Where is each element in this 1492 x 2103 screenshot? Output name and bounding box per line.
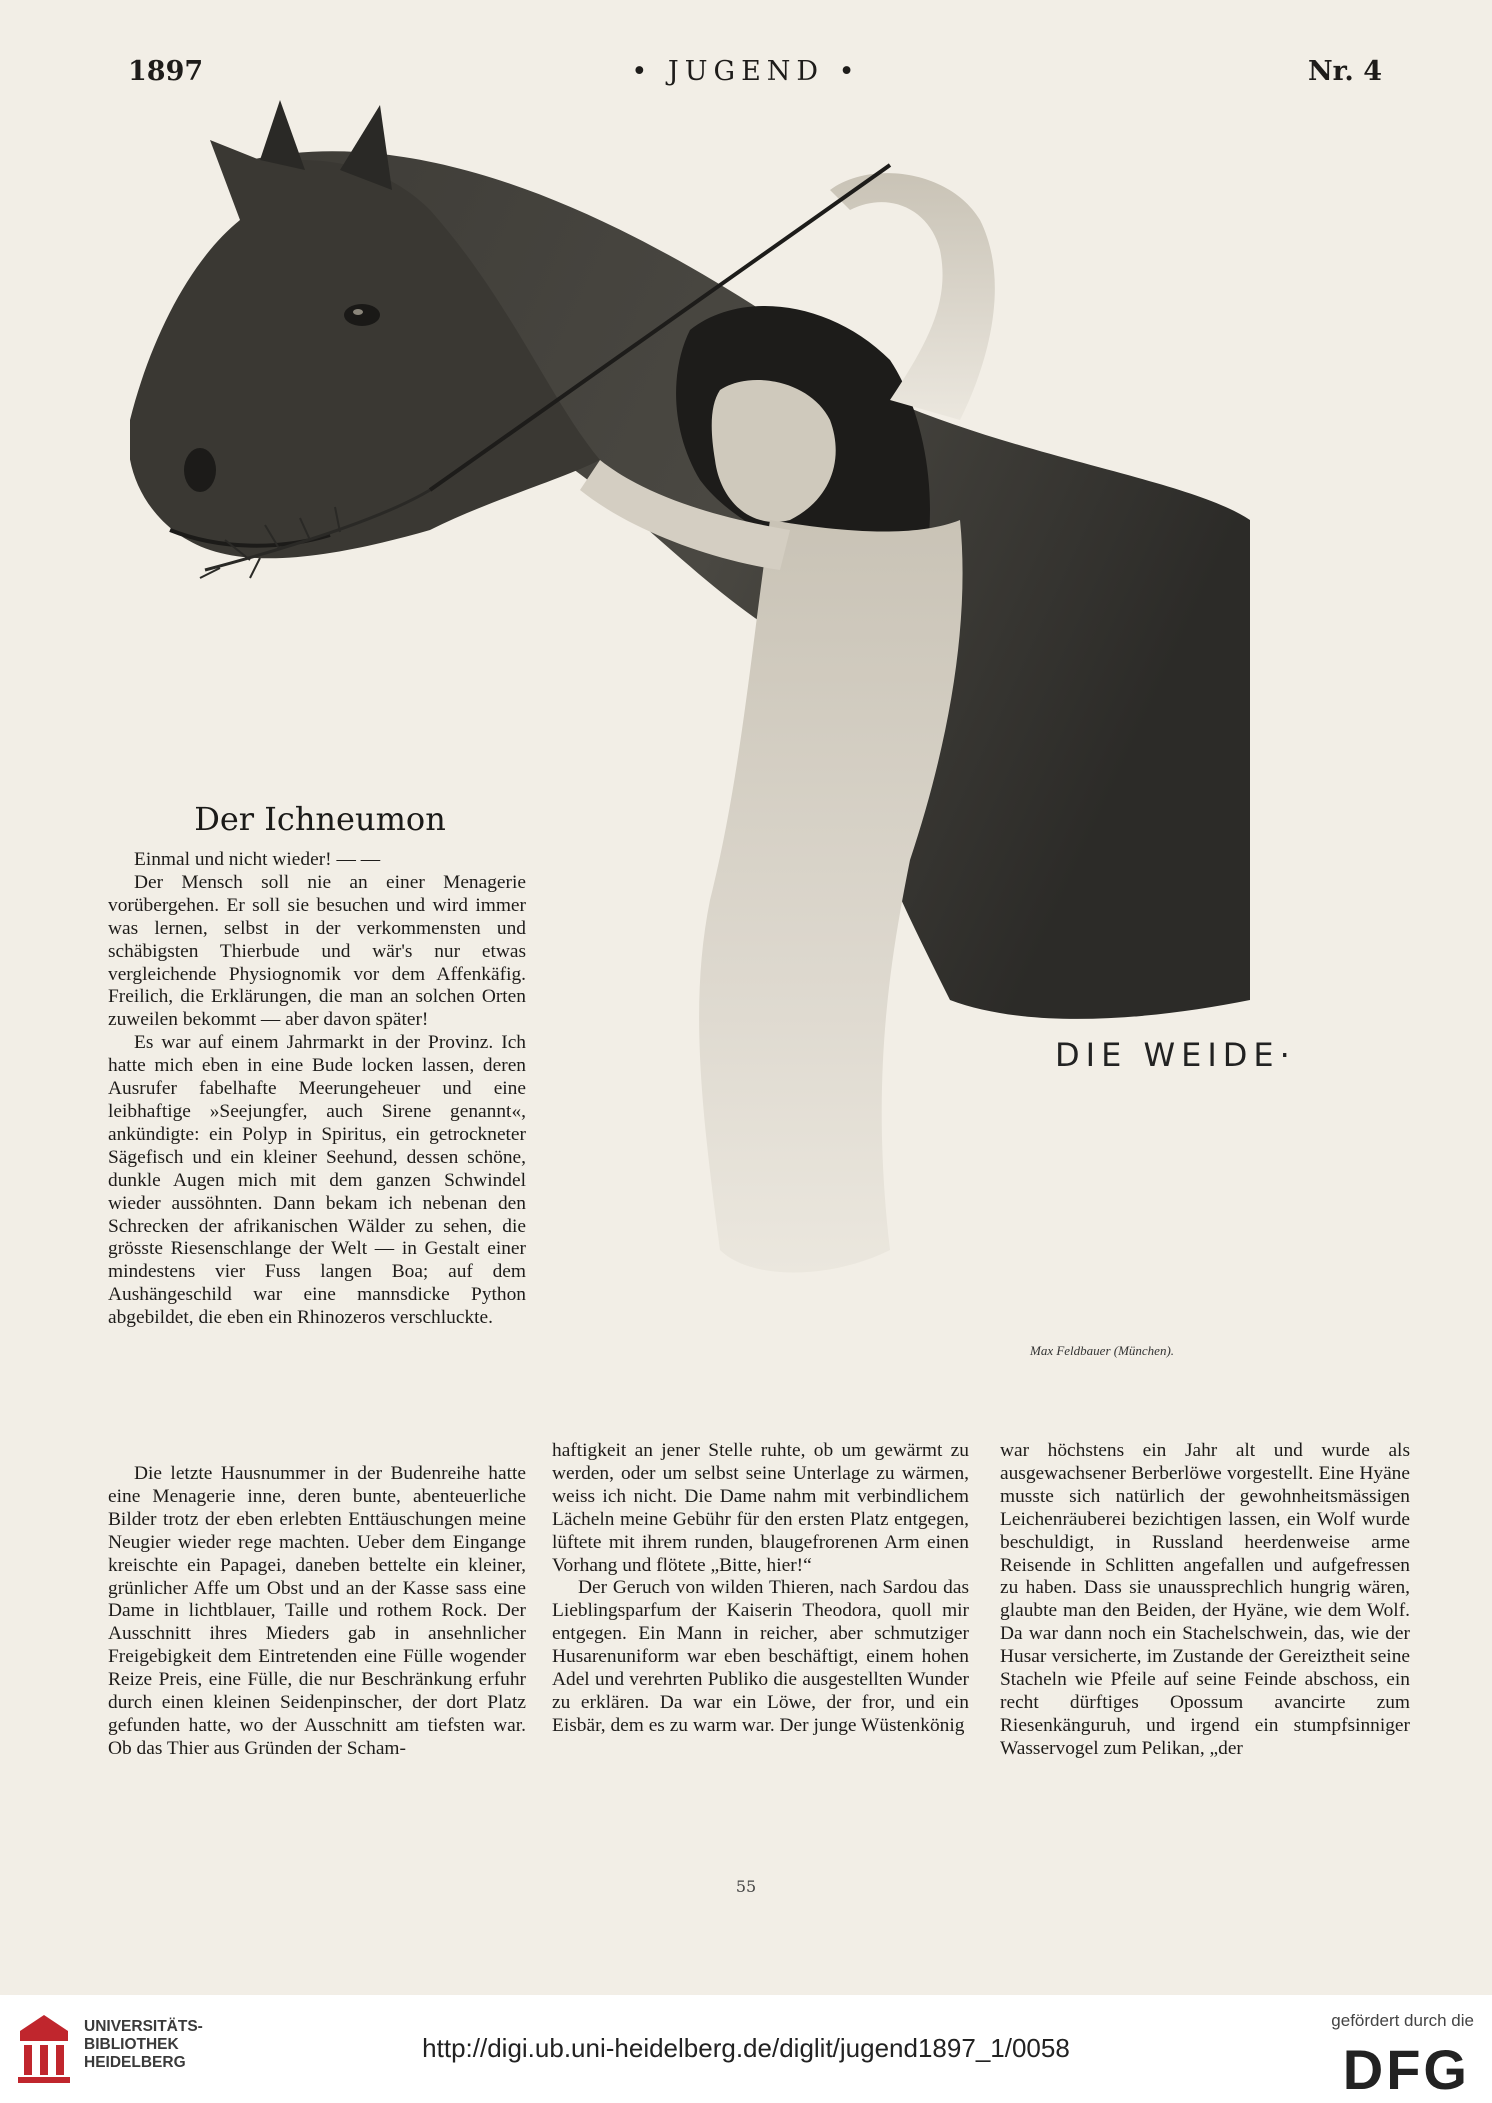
header-journal-title: • JUGEND • bbox=[631, 56, 861, 87]
article-column-1 bbox=[108, 849, 526, 1330]
header-year: 1897 bbox=[128, 56, 204, 87]
paragraph: haftigkeit an jener Stelle ruhte, ob um gewärmt zu werden, oder um selbst seine Unterlage zu wärmen, weiss ich nicht. Die Dame nahm mit verbindlichem Lächeln meine Gebühr für den ersten Platz entgegen, lüftete mit ihrem runden, blaugefrorenen Arm einen Vorhang und flötete „Bitte, hier!“ bbox=[552, 1440, 969, 1576]
library-name: UNIVERSITÄTS- BIBLIOTHEK HEIDELBERG bbox=[84, 2018, 203, 2071]
illustration-artist: Max Feldbauer (München). bbox=[1030, 1343, 1175, 1358]
article-column-1-continued bbox=[108, 1463, 526, 1761]
paragraph: Der Geruch von wilden Thieren, nach Sardou das Lieblingsparfum der Kaiserin Theodora, quoll mir entgegen. Ein Mann in reicher, aber schmutziger Husarenuniform war eben beschäftigt, einem hohen Adel und verehrten Publiko die ausgestellten Wunder zu erklären. Da war ein Löwe, der fror, und ein Eisbär, dem es zu warm war. Der junge Wüstenkönig bbox=[552, 1577, 969, 1736]
article-title: Der Ichneumon bbox=[194, 800, 446, 838]
page-number: 55 bbox=[735, 1877, 757, 1896]
header-issue-number: Nr. 4 bbox=[1307, 56, 1382, 87]
paragraph: Die letzte Hausnummer in der Budenreihe hatte eine Menagerie inne, deren bunte, abenteuerliche Bilder trotz der eben erlebten Enttäuschungen meine Neugier wieder rege machten. Ueber dem Eingange kreischte ein Papagei, daneben bettelte ein kleiner, grünlicher Affe um Obst und an der Kasse sass eine Dame in lichtblauer, Taille und rothem Rock. Der Ausschnitt ihres Mieders gab in ansehnlicher Freigebigkeit dem Eintretenden eine Fülle wogender Reize Preis, eine Fülle, die nur Beschränkung erfuhr durch einen kleinen Seidenpinscher, der dort Platz gefunden hatte, wo der Ausschnitt am tiefsten war. Ob das Thier aus Gründen der Scham- bbox=[108, 1463, 526, 1759]
paragraph: Der Mensch soll nie an einer Menagerie vorübergehen. Er soll sie besuchen und wird immer was lernen, selbst in der verkommensten und schäbigsten Thierbude und wär's nur etwas vergleichende Physiognomik vor dem Affenkäfig. Freilich, die Erklärungen, die man an solchen Orten zuweilen bekommt — aber davon später! bbox=[108, 871, 526, 1031]
horse-ear-left bbox=[260, 100, 305, 170]
illustration-caption: DIE WEIDE· bbox=[1055, 1036, 1296, 1074]
footer-bar bbox=[0, 1995, 1492, 2103]
funded-by-label: gefördert durch die bbox=[1331, 2011, 1474, 2030]
horse-nostril bbox=[184, 448, 216, 492]
article-column-2 bbox=[552, 1440, 969, 1738]
digital-object-url[interactable]: http://digi.ub.uni-heidelberg.de/diglit/jugend1897_1/0058 bbox=[422, 2033, 1070, 2063]
paragraph: Es war auf einem Jahrmarkt in der Provinz. Ich hatte mich eben in eine Bude locken lassen, deren Ausrufer fabelhafte Meerungeheuer und eine leibhaftige »Seejungfer, auch Sirene genannt«, ankündigte: ein Polyp in Spiritus, ein getrockneter Sägefisch und ein kleiner Seehund, dessen schöne, dunkle Augen mich mit dem ganzen Schwindel wieder aussöhnten. Dann bekam ich nebenan den Schrecken der afrikanischen Wälder zu sehen, die grösste Riesenschlange der Welt — in Gestalt einer mindestens vier Fuss langen Boa; auf dem Aushängeschild war eine mannsdicke Python abgebildet, die eben ein Rhinozeros verschluckte. bbox=[108, 1032, 526, 1329]
horse-eye bbox=[344, 304, 380, 326]
paragraph: Einmal und nicht wieder! — — bbox=[134, 849, 381, 870]
article-column-3 bbox=[1000, 1440, 1410, 1761]
paragraph: war höchstens ein Jahr alt und wurde als ausgewachsener Berberlöwe vorgestellt. Eine Hyäne musste sich natürlich der gewohnheitsmässigen Leichenräuberei bezichtigen lassen, ein Wolf wurde beschuldigt, in Russland heerdenweise arme Reisende in Schlitten angefallen und aufgefressen zu haben. Dass sie unaussprechlich hungrig wären, glaubte man den Beiden, der Hyäne, wie dem Wolf. Da war dann noch ein Stachelschwein, das, wie der Husar versicherte, im Zustande der Gereiztheit seine Stacheln wie Pfeile auf seine Feinde abschoss, ein recht dürftiges Opossum avancirte zum Riesenkänguruh, und irgend ein stumpfsinniger Wasservogel zum Pelikan, „der bbox=[1000, 1440, 1410, 1759]
dfg-logo[interactable]: DFG bbox=[1342, 2038, 1470, 2101]
